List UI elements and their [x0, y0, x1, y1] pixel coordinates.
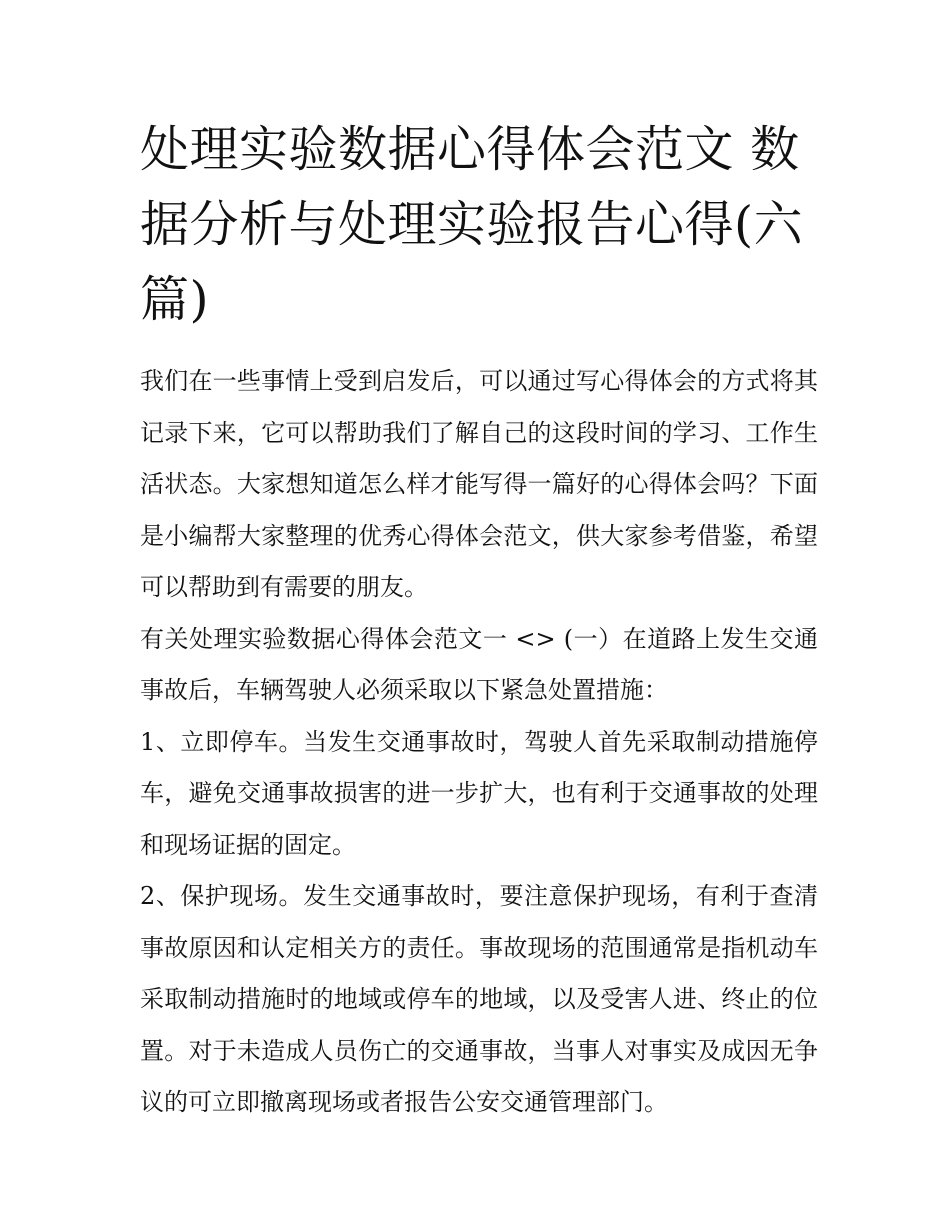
- document-title: 处理实验数据心得体会范文 数据分析与处理实验报告心得(六篇): [140, 121, 804, 328]
- item-two-paragraph: 2、保护现场。发生交通事故时，要注意保护现场，有利于查清事故原因和认定相关方的责任。事故现场的范围通常是指机动车采取制动措施时的地域或停车的地域，以及受害人进、终止的位置。对于未造成人员伤亡的交通事故，当事人对事实及成因无争议的可立即撤离现场或者报告公安交通管理部门。: [140, 882, 818, 1116]
- section-one-paragraph: 有关处理实验数据心得体会范文一 <> (一）在道路上发生交通事故后，车辆驾驶人必须采取以下紧急处置措施：: [140, 624, 818, 704]
- intro-paragraph: 我们在一些事情上受到启发后，可以通过写心得体会的方式将其记录下来，它可以帮助我们了解自己的这段时间的学习、工作生活状态。大家想知道怎么样才能写得一篇好的心得体会吗？下面是小编帮大家整理的优秀心得体会范文，供大家参考借鉴，希望可以帮助到有需要的朋友。: [140, 367, 818, 601]
- document-body: [140, 356, 818, 1129]
- item-one-paragraph: 1、立即停车。当发生交通事故时，驾驶人首先采取制动措施停车，避免交通事故损害的进一步扩大，也有利于交通事故的处理和现场证据的固定。: [140, 727, 818, 859]
